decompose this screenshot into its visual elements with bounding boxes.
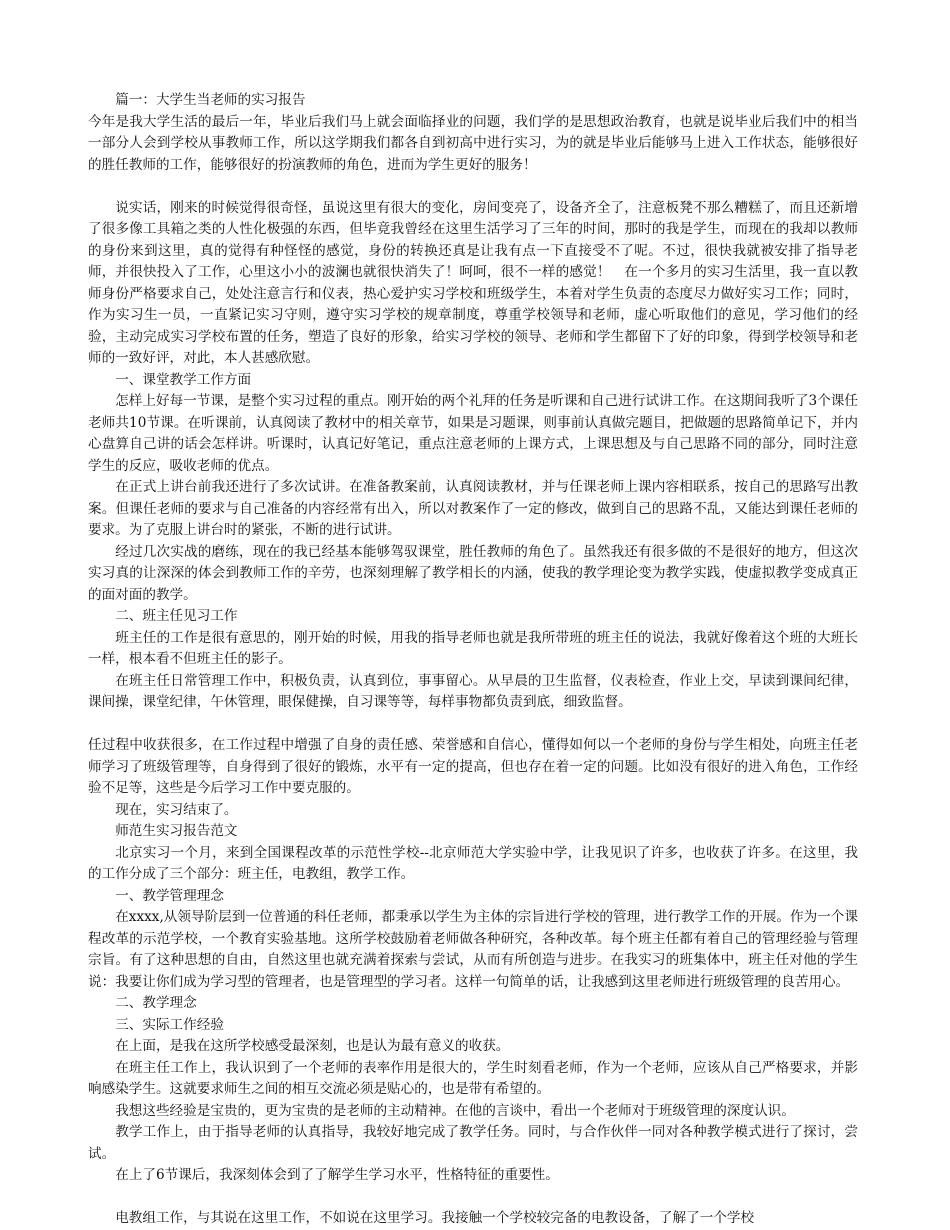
paragraph: 现在，实习结束了。 <box>115 801 238 818</box>
paragraph: 在班主任工作上，我认识到了一个老师的表率作用是很大的，学生时刻看老师，作为一个老师，应该从自己严格要求，并影响感染学生。这就要求师生之间的相互交流必须是贴心的，也是带有希望的。 <box>88 1059 858 1097</box>
paragraph: 任过程中收获很多，在工作过程中增强了自身的责任感、荣誉感和自信心，懂得如何以一个老师的身份与学生相处，向班主任老师学习了班级管理等，自身得到了很好的锻炼，水平有一定的提高，但也存在着一定的问题。比如没有很好的进入角色，工作经验不足等，这些是今后学习工作中要克服的。 <box>88 737 858 796</box>
paragraph: 在正式上讲台前我还进行了多次试讲。在准备教案前，认真阅读教材，并与任课老师上课内容相联系，按自己的思路写出教案。但课任老师的要求与自己准备的内容经常有出入，所以对教案作了一定的修改，做到自己的思路不乱，又能达到课任老师的要求。为了克服上讲台时的紧张，不断的进行试讲。 <box>88 479 858 538</box>
paragraph: 北京实习一个月，来到全国课程改革的示范性学校--北京师范大学实验中学，让我见识了许多，也收获了许多。在这里，我的工作分成了三个部分：班主任，电教组，教学工作。 <box>88 844 858 882</box>
paragraph: 经过几次实战的磨练，现在的我已经基本能够驾驭课堂，胜任教师的角色了。虽然我还有很多做的不是很好的地方，但这次实习真的让深深的体会到教师工作的辛劳，也深刻理解了教学相长的内涵，使我的教学理论变为教学实践，使虚拟教学变成真正的面对面的教学。 <box>88 543 858 603</box>
paragraph: 一、课堂教学工作方面 <box>115 371 252 388</box>
paragraph: 电教组工作，与其说在这里工作，不如说在这里学习。我接触一个学校较完备的电教设备，了解了一个学校 <box>115 1210 755 1226</box>
blank-line <box>88 176 858 198</box>
paragraph: 一、教学管理理念 <box>115 887 224 904</box>
paragraph: 在上面，是我在这所学校感受最深刻，也是认为最有意义的收获。 <box>115 1038 510 1054</box>
paragraph: 怎样上好每一节课，是整个实习过程的重点。刚开始的两个礼拜的任务是听课和自己进行试讲工作。在这期间我听了3个课任老师共10节课。在听课前，认真阅读了教材中的相关章节，如果是习题课，则事前认真做完题目，把做题的思路简单记下，并内心盘算自己讲的话会怎样讲。听课时，认真记好笔记，重点注意老师的上课方式，上课思想及与自己思路不同的部分，同时注意学生的反应，吸收老师的优点。 <box>88 393 858 474</box>
paragraph: 二、班主任见习工作 <box>115 608 238 624</box>
paragraph: 师范生实习报告范文 <box>115 823 238 839</box>
paragraph: 今年是我大学生活的最后一年，毕业后我们马上就会面临择业的问题，我们学的是思想政治教育，也就是说毕业后我们中的相当一部分人会到学校从事教师工作，所以这学期我们都各自到初高中进行实习，为的就是毕业后能够马上进入工作状态，能够很好的胜任教师的工作，能够很好的扮演教师的角色，进而为学生更好的服务！ <box>88 113 858 173</box>
paragraph: 班主任的工作是很有意思的，刚开始的时候，用我的指导老师也就是我所带班的班主任的说法，我就好像着这个班的大班长一样，根本看不但班主任的影子。 <box>88 629 858 667</box>
paragraph: 在班主任日常管理工作中，积极负责，认真到位，事事留心。从早晨的卫生监督，仪表检查，作业上交，早读到课间纪律，课间操，课堂纪律，午休管理，眼保健操，自习课等等，每样事物都负责到底，细致监督。 <box>88 672 858 710</box>
paragraph: 我想这些经验是宝贵的，更为宝贵的是老师的主动精神。在他的言谈中，看出一个老师对于班级管理的深度认识。 <box>115 1102 795 1119</box>
blank-line <box>88 714 858 736</box>
paragraph: 说实话，刚来的时候觉得很奇怪，虽说这里有很大的变化，房间变亮了，设备齐全了，注意板凳不那么糟糕了，而且还新增了很多像工具箱之类的人性化极强的东西，但毕竟我曾经在这里生活学习了三年的时间，那时的我是学生，而现在的我却以教师的身份来到这里，真的觉得有种怪怪的感觉，身份的转换还真是让我有点一下直接受不了呢。不过，很快我就被安排了指导老师，并很快投入了工作，心里这小小的波澜也就很快消失了！呵呵，很不一样的感觉！ 在一个多月的实习生活里，我一直以教师身份严格要求自己，处处注意言行和仪表，热心爱护实习学校和班级学生，本着对学生负责的态度尽力做好实习工作；同时，作为实习生一员，一直紧记实习守则，遵守实习学校的规章制度，尊重学校领导和老师，虚心听取他们的意见，学习他们的经验，主动完成实习学校布置的任务，塑造了良好的形象，给实习学校的领导、老师和学生都留下了好的印象，得到学校领导和老师的一致好评，对此，本人甚感欣慰。 <box>88 199 858 366</box>
document-body <box>88 90 858 1230</box>
paragraph: 教学工作上，由于指导老师的认真指导，我较好地完成了教学任务。同时，与合作伙伴一同对各种教学模式进行了探讨，尝试。 <box>88 1124 858 1162</box>
paragraph: 篇一：大学生当老师的实习报告 <box>115 92 306 108</box>
paragraph: 三、实际工作经验 <box>115 1016 224 1033</box>
paragraph: 二、教学理念 <box>115 995 197 1011</box>
blank-line <box>88 1187 858 1209</box>
paragraph: 在xxxx,从领导阶层到一位普通的科任老师，都秉承以学生为主体的宗旨进行学校的管理，进行教学工作的开展。作为一个课程改革的示范学校，一个教育实验基地。这所学校鼓励着老师做各种研究，各种改革。每个班主任都有着自己的管理经验与管理宗旨。有了这种思想的自由，自然这里也就充满着探索与尝试，从而有所创造与进步。在我实习的班集体中，班主任对他的学生说：我要让你们成为学习型的管理者，也是管理型的学习者。这样一句简单的话，让我感到这里老师进行班级管理的良苦用心。 <box>88 909 858 990</box>
paragraph: 在上了6节课后，我深刻体会到了了解学生学习水平，性格特征的重要性。 <box>115 1167 559 1183</box>
